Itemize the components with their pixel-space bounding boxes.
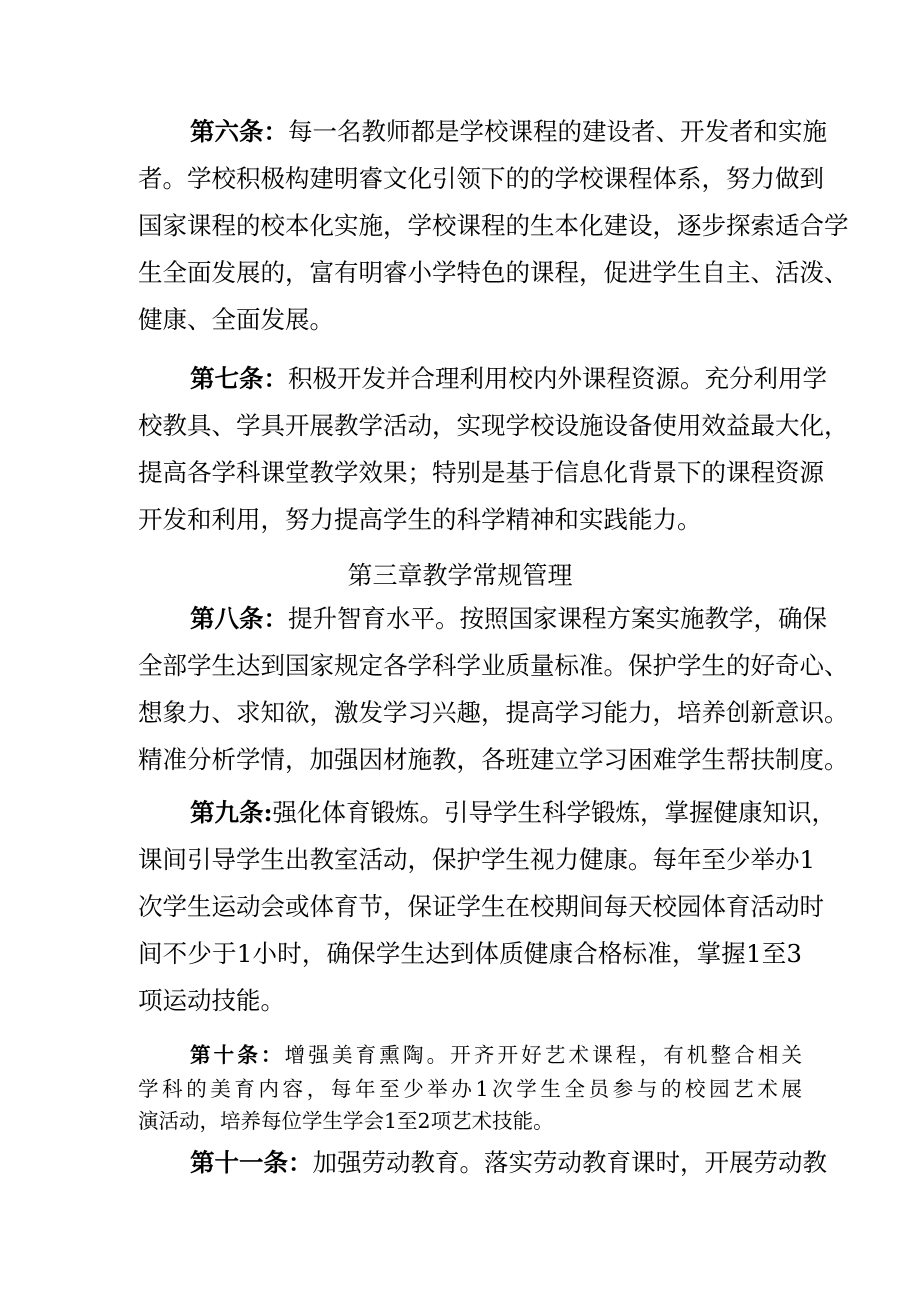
paragraph-line: 校教具、学具开展教学活动，实现学校设施设备使用效益最大化， [138,411,849,440]
paragraph-line: 第七条：积极开发并合理利用校内外课程资源。充分利用学 [190,364,827,393]
paragraph-line: 者。学校积极构建明睿文化引领下的的学校课程体系，努力做到 [138,164,824,193]
paragraph-line: 全部学生达到国家规定各学科学业质量标准。保护学生的好奇心、 [138,651,849,680]
paragraph-line: 次学生运动会或体育节，保证学生在校期间每天校园体育活动时 [138,892,824,921]
paragraph-line: 第八条：提升智育水平。按照国家课程方案实施教学，确保 [190,604,827,633]
paragraph-line: 国家课程的校本化实施，学校课程的生本化建设，逐步探索适合学 [138,211,849,240]
paragraph-line: 想象力、求知欲，激发学习兴趣，提高学习能力，培养创新意识。 [138,698,849,727]
paragraph-line: 提高各学科课堂教学效果；特别是基于信息化背景下的课程资源 [138,458,824,487]
article-label: 第九条: [190,798,273,827]
paragraph-line: 精准分析学情，加强因材施教，各班建立学习困难学生帮扶制度。 [138,745,849,774]
article-label: 第十一条： [190,1148,313,1177]
article-label: 第十条： [190,1043,285,1067]
paragraph-line: 项运动技能。 [138,986,285,1015]
paragraph-line: 开发和利用，努力提高学生的科学精神和实践能力。 [138,505,702,534]
paragraph-line: 生全面发展的，富有明睿小学特色的课程，促进学生自主、活泼、 [138,258,849,287]
paragraph-line: 演活动，培养每位学生学会1至2项艺术技能。 [138,1109,554,1133]
paragraph-line: 学科的美育内容，每年至少举办1次学生全员参与的校园艺术展 [138,1077,802,1101]
article-label: 第六条： [190,117,288,146]
paragraph-line: 第十条：增强美育熏陶。开齐开好艺术课程，有机整合相关 [190,1043,802,1067]
paragraph-line: 第六条：每一名教师都是学校课程的建设者、开发者和实施 [190,117,827,146]
article-label: 第七条： [190,364,288,393]
article-label: 第八条： [190,604,288,633]
paragraph-line: 课间引导学生出教室活动，保护学生视力健康。每年至少举办1 [138,845,816,874]
paragraph-line: 第十一条：加强劳动教育。落实劳动教育课时，开展劳动教 [190,1148,827,1177]
paragraph-line: 健康、全面发展。 [138,305,334,334]
paragraph-line: 第九条:强化体育锻炼。引导学生科学锻炼，掌握健康知识， [190,798,837,827]
paragraph-line: 间不少于1小时，确保学生达到体质健康合格标准，掌握1至3 [138,939,802,968]
chapter-heading: 第三章教学常规管理 [347,561,573,590]
